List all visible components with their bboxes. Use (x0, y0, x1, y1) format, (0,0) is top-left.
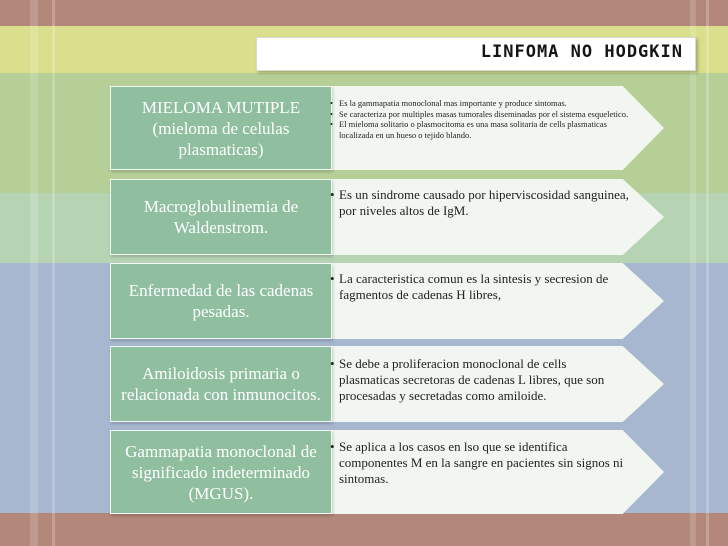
bullet-item: • Es la gammapatia monoclonal mas importante y produce sintomas. (330, 98, 630, 109)
row-cadenas-pesadas (0, 263, 728, 339)
row-bullets (330, 98, 630, 140)
slide-title: LINFOMA NO HODGKIN (480, 42, 683, 62)
row-bullets (330, 271, 630, 303)
bullet-item: • Se aplica a los casos en lso que se identifica componentes M en la sangre en pacientes sin signos ni sintomas. (330, 439, 630, 487)
bottom-band (0, 513, 728, 546)
row-label-box (110, 86, 332, 170)
row-label-box (110, 430, 332, 514)
bullet-item: • El mieloma solitario o plasmocitoma es una masa solitaria de cells plasmaticas localizada en un hueso o tejido blando. (330, 119, 630, 140)
row-label-box (110, 179, 332, 255)
bullet-item: • Se debe a proliferacion monoclonal de cells plasmaticas secretoras de cadenas L libres, que son procesadas y secretadas como amiloide. (330, 356, 630, 404)
row-label-box (110, 263, 332, 339)
row-mgus (0, 430, 728, 514)
row-label: Macroglobulinemia de Waldenstrom. (143, 197, 299, 237)
row-mieloma (0, 86, 728, 170)
title-box (256, 37, 696, 71)
bullet-item: • Se caracteriza por multiples masas tumorales diseminadas por el sistema esqueletico. (330, 109, 630, 120)
row-label: Enfermedad de las cadenas pesadas. (128, 281, 314, 321)
row-amiloidosis (0, 346, 728, 422)
row-bullets (330, 439, 630, 487)
row-label-box (110, 346, 332, 422)
row-label: MIELOMA MUTIPLE (mieloma de celulas plasmaticas) (141, 97, 301, 159)
top-band (0, 0, 728, 26)
bullet-item: • Es un sindrome causado por hiperviscosidad sanguinea, por niveles altos de IgM. (330, 187, 630, 219)
row-label: Gammapatia monoclonal de significado indeterminado (MGUS). (125, 441, 317, 503)
row-label: Amiloidosis primaria o relacionada con inmunocitos. (121, 364, 321, 404)
row-bullets (330, 356, 630, 404)
row-macroglobulinemia (0, 179, 728, 255)
bullet-item: • La caracteristica comun es la sintesis y secresion de fagmentos de cadenas H libres, (330, 271, 630, 303)
row-bullets (330, 187, 630, 219)
